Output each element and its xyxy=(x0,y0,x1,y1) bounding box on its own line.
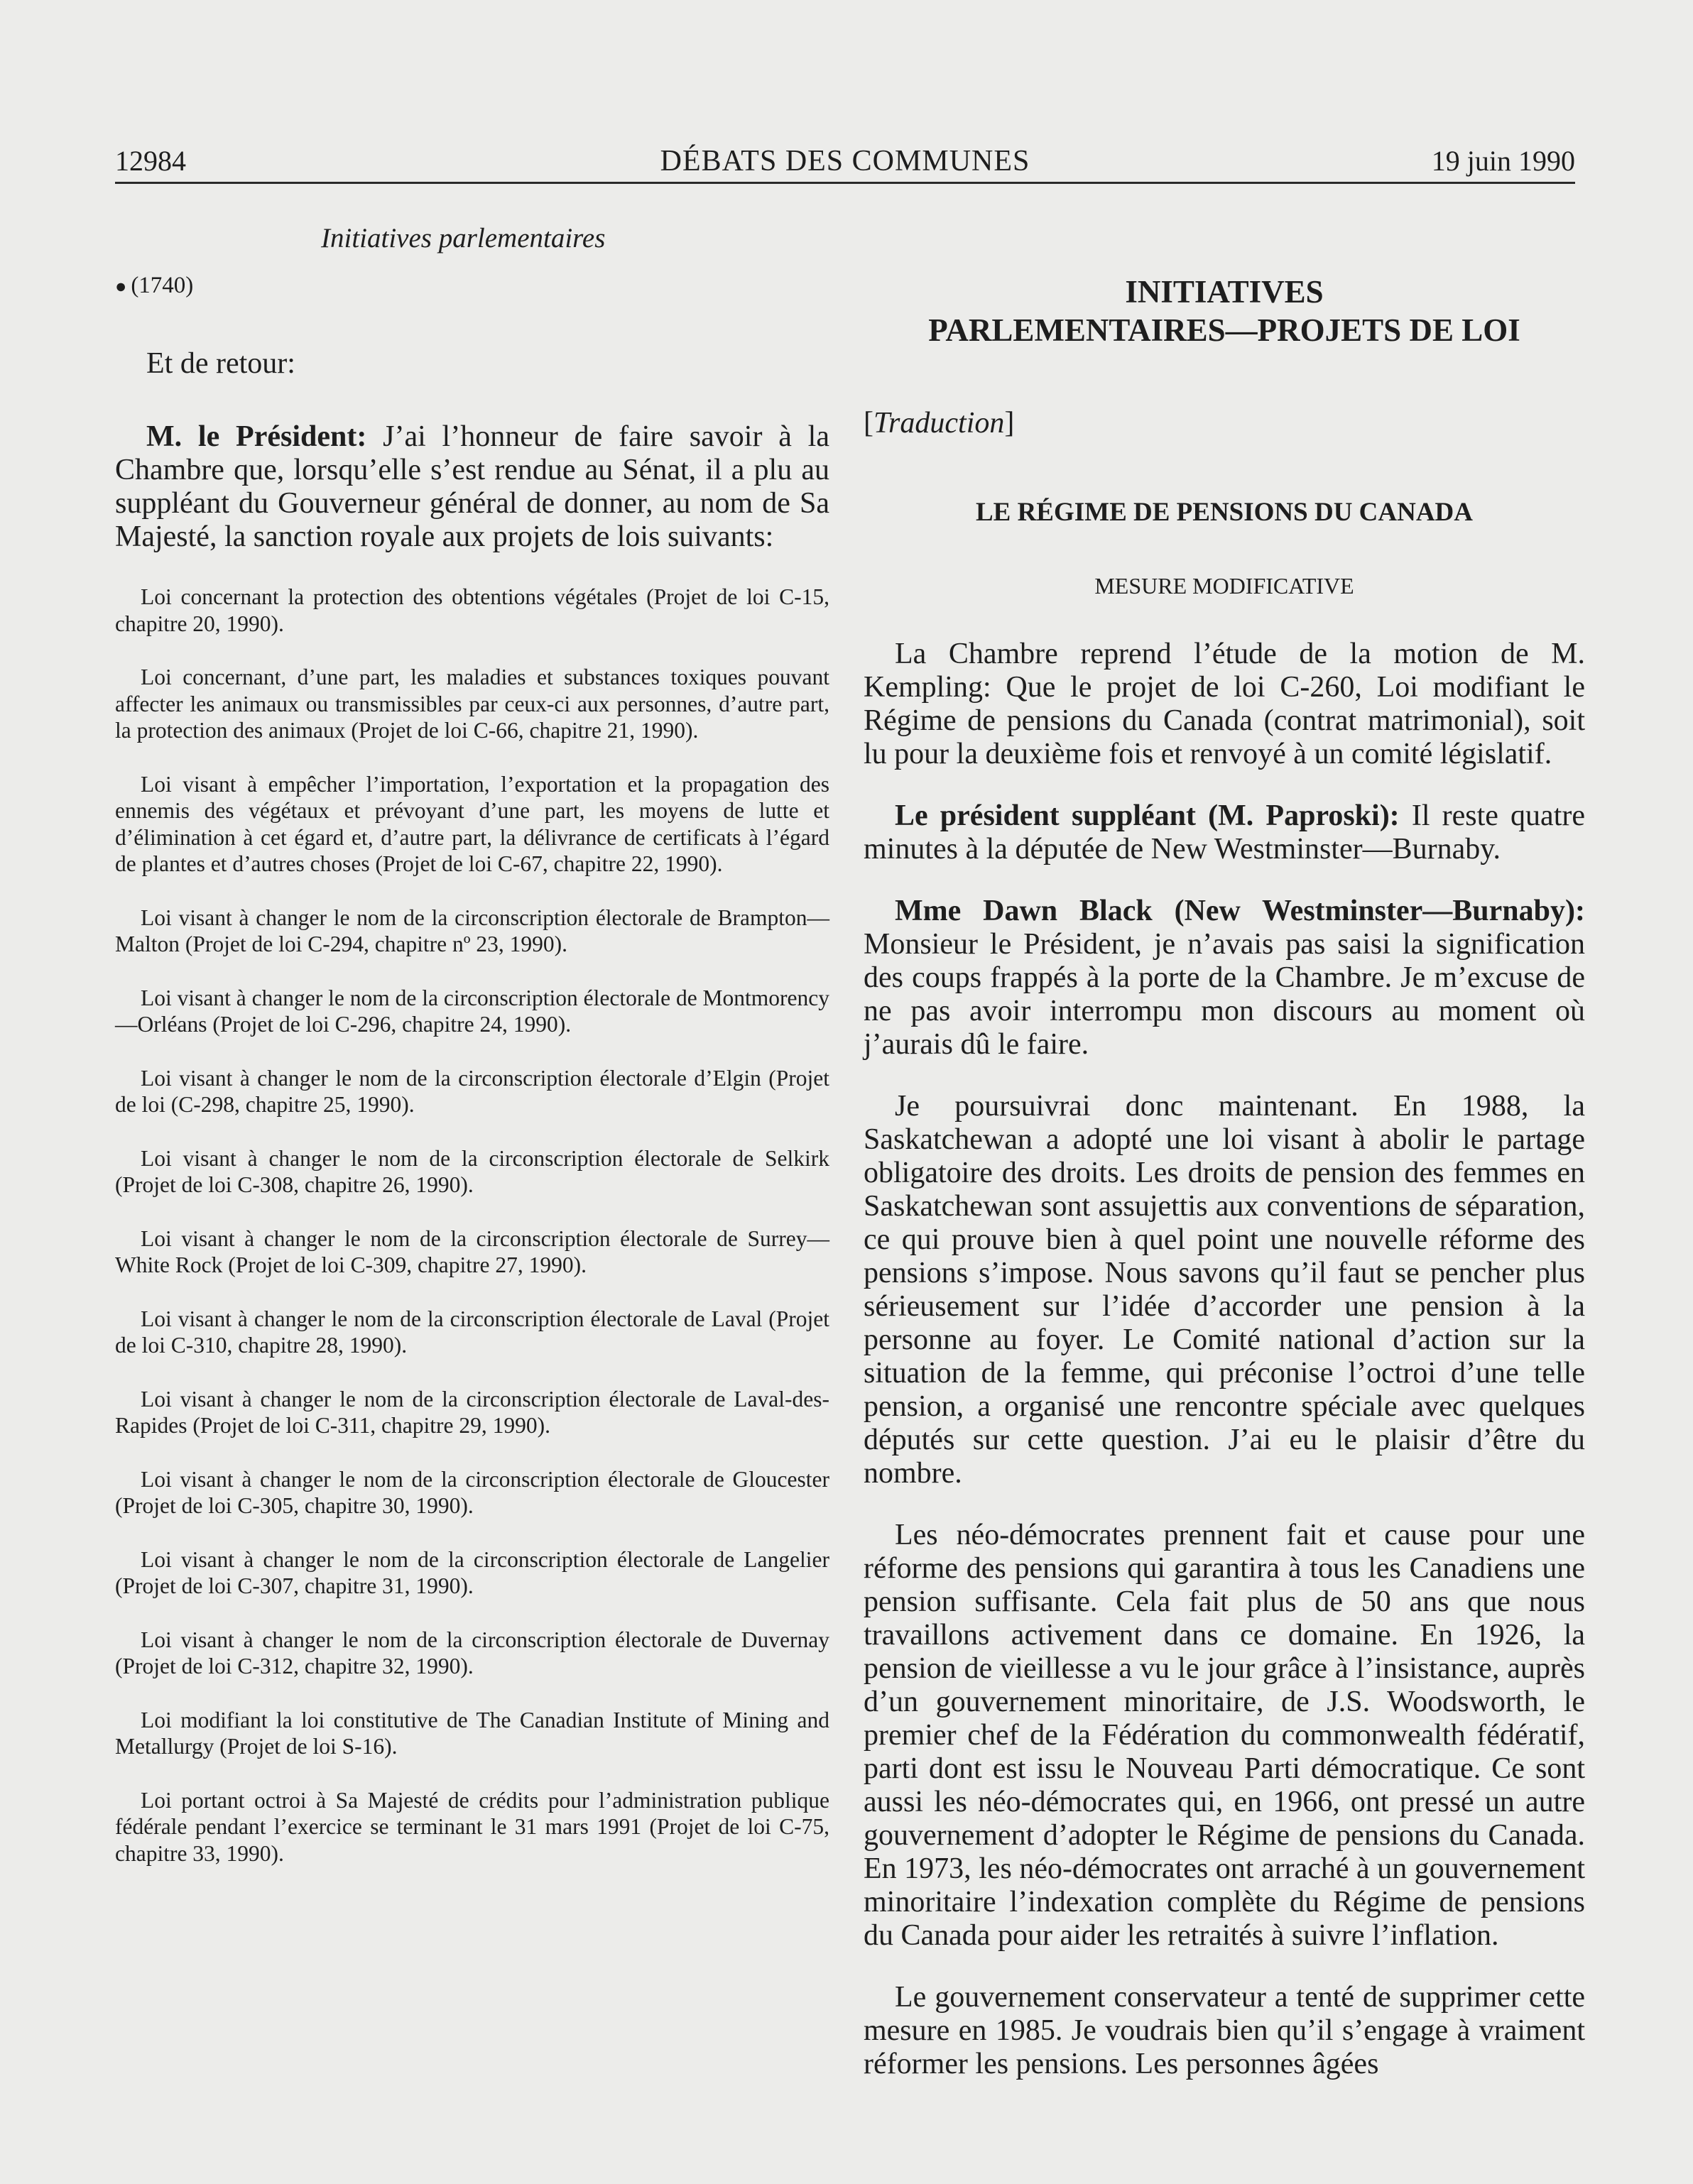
paragraph: Je poursuivrai donc maintenant. En 1988, la Saskatchewan a adopté une loi visant à abolir le partage obligatoire des droits. Les droits de pension des femmes en Saskatchewan sont assujettis aux conventions de séparation, ce qui prouve bien à quel point une nouvelle réforme des pensions s’impose. Nous savons qu’il faut se pencher plus sérieusement sur l’idée d’accorder une pension à la personne au foyer. Le Comité national d’action sur la situation de la femme, qui préconise l’octroi d’une telle pension, a organisé une rencontre spéciale avec quelques députés sur cette question. J’ai eu le plaisir d’être du nombre. xyxy=(864,1090,1585,1490)
bill-item: Loi portant octroi à Sa Majesté de crédits pour l’administration publique fédérale pendant l’exercice se terminant le 31 mars 1991 (Projet de loi C-75, chapitre 33, 1990). xyxy=(115,1787,829,1866)
page-header xyxy=(115,144,1575,184)
bill-item: Loi visant à changer le nom de la circonscription électorale d’Elgin (Projet de loi (C-298, chapitre 25, 1990). xyxy=(115,1065,829,1117)
paragraph: Le gouvernement conservateur a tenté de supprimer cette mesure en 1985. Je voudrais bien qu’il s’engage à vraiment réformer les pensions. Les personnes âgées xyxy=(864,1981,1585,2080)
bill-item: Loi visant à changer le nom de la circonscription électorale de Duvernay (Projet de loi C-312, chapitre 32, 1990). xyxy=(115,1627,829,1678)
bill-item: Loi visant à empêcher l’importation, l’exportation et la propagation des ennemis des végétaux et prévoyant d’une part, les moyens de lutte et d’élimination à cet égard et, d’autre part, la délivrance de certificats à l’égard de plantes et d’autres choses (Projet de loi C-67, chapitre 22, 1990). xyxy=(115,771,829,876)
speaker-name: M. le Président: xyxy=(146,420,367,453)
timestamp-text: (1740) xyxy=(131,273,194,298)
speech-text: Monsieur le Président, je n’avais pas saisi la signification des coups frappés à la porte de la Chambre. Je m’excuse de ne pas avoir interrompu mon discours au moment où j’aurais dû le faire. xyxy=(864,928,1585,1061)
section-heading xyxy=(864,273,1585,349)
left-column xyxy=(115,273,829,1894)
bill-item: Loi visant à changer le nom de la circonscription électorale de Brampton—Malton (Projet de loi C-294, chapitre nº 23, 1990). xyxy=(115,905,829,956)
section-heading-line-2: PARLEMENTAIRES—PROJETS DE LOI xyxy=(928,312,1520,348)
speech-text: J’ai l’honneur de faire savoir à la Chambre que, lorsqu’elle s’est rendue au Sénat, il a plu au suppléant du Gouverneur général de donner, au nom de Sa Majesté, la sanction royale aux projets de lois suivants: xyxy=(115,420,829,553)
timestamp xyxy=(115,273,829,299)
header-rule xyxy=(115,182,1575,184)
publication-title: DÉBATS DES COMMUNES xyxy=(660,145,1030,178)
bullet-icon: ● xyxy=(115,275,127,297)
speech-text: Il reste quatre minutes à la députée de New Westminster—Burnaby. xyxy=(864,799,1585,866)
bill-item: Loi modifiant la loi constitutive de The Canadian Institute of Mining and Metallurgy (Projet de loi S-16). xyxy=(115,1707,829,1759)
speaker-paragraph xyxy=(115,420,829,554)
bill-item: Loi concernant, d’une part, les maladies et substances toxiques pouvant affecter les animaux ou transmissibles par ceux-ci aux personnes, d’autre part, la protection des animaux (Projet de loi C-66, chapitre 21, 1990). xyxy=(115,665,829,743)
page-number: 12984 xyxy=(115,145,186,177)
bill-item: Loi visant à changer le nom de la circonscription électorale de Laval (Projet de loi C-310, chapitre 28, 1990). xyxy=(115,1306,829,1358)
retour-line: Et de retour: xyxy=(146,347,295,380)
publication-date: 19 juin 1990 xyxy=(1431,145,1575,177)
bill-item: Loi visant à changer le nom de la circonscription électorale de Selkirk (Projet de loi C-308, chapitre 26, 1990). xyxy=(115,1145,829,1197)
bill-item: Loi visant à changer le nom de la circonscription électorale de Montmorency—Orléans (Projet de loi C-296, chapitre 24, 1990). xyxy=(115,985,830,1037)
right-column xyxy=(864,273,1585,2109)
subject-heading: LE RÉGIME DE PENSIONS DU CANADA xyxy=(975,498,1473,527)
speaker-name: Le président suppléant (M. Paproski): xyxy=(895,799,1400,832)
speaker-paragraph xyxy=(864,895,1585,1061)
bill-item: Loi visant à changer le nom de la circonscription électorale de Laval-des-Rapides (Projet de loi C-311, chapitre 29, 1990). xyxy=(115,1386,829,1438)
paragraph: Les néo-démocrates prennent fait et cause pour une réforme des pensions qui garantira à tous les Canadiens une pension suffisante. Cela fait plus de 50 ans que nous travaillons activement dans ce domaine. En 1926, la pension de vieillesse a vu le jour grâce à l’insistance, auprès d’un gouvernement minoritaire, de J.S. Woodsworth, le premier chef de la Fédération du commonwealth fédératif, parti dont est issu le Nouveau Parti démocratique. Ce sont aussi les néo-démocrates qui, en 1966, ont pressé un autre gouvernement d’adopter le Régime de pensions du Canada. En 1973, les néo-démocrates ont arraché à un gouvernement minoritaire l’indexation complète du Régime de pensions du Canada pour aider les retraités à suivre l’inflation. xyxy=(864,1519,1585,1952)
paragraph: La Chambre reprend l’étude de la motion de M. Kempling: Que le projet de loi C-260, Loi modifiant le Régime de pensions du Canada (contrat matrimonial), soit lu pour la deuxième fois et renvoyé à un comité législatif. xyxy=(864,638,1585,770)
running-head: Initiatives parlementaires xyxy=(321,223,606,253)
speaker-paragraph xyxy=(864,799,1585,866)
subsubject-heading: MESURE MODIFICATIVE xyxy=(1094,573,1354,599)
bill-item: Loi concernant la protection des obtentions végétales (Projet de loi C-15, chapitre 20, 1990). xyxy=(115,584,829,636)
section-heading-line-1: INITIATIVES xyxy=(1125,274,1324,310)
bill-item: Loi visant à changer le nom de la circonscription électorale de Langelier (Projet de loi C-307, chapitre 31, 1990). xyxy=(115,1546,829,1598)
translation-note: [Traduction] xyxy=(864,407,1015,439)
translation-label: Traduction xyxy=(873,407,1005,439)
bill-item: Loi visant à changer le nom de la circonscription électorale de Surrey—White Rock (Projet de loi C-309, chapitre 27, 1990). xyxy=(115,1225,829,1277)
speaker-name: Mme Dawn Black (New Westminster—Burnaby): xyxy=(895,895,1585,927)
bill-item: Loi visant à changer le nom de la circonscription électorale de Gloucester (Projet de loi C-305, chapitre 30, 1990). xyxy=(115,1466,829,1518)
